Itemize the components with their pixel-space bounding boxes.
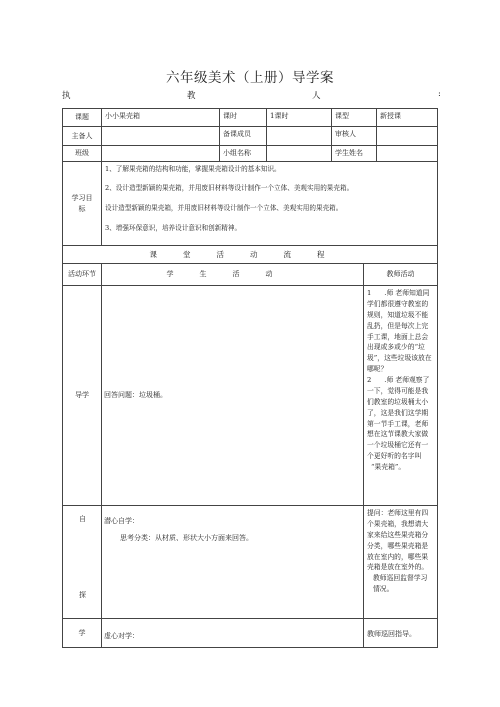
executor-row: [62, 89, 442, 103]
executor-char-1: 执: [62, 91, 71, 101]
lesson-value: 小小果壳箱: [101, 108, 220, 127]
hours-label: 课时: [219, 108, 267, 127]
student-activity-self: [101, 505, 364, 619]
student-value[interactable]: [376, 145, 438, 162]
teacher-point-3: “果壳箱”。: [371, 463, 406, 471]
goal-item-1: 1、了解果壳箱的结构和功能，掌握果壳箱设计的基本知识。: [105, 165, 281, 173]
teacher-point-1: 1 .师 老师知道同学们都很遵守教室的规则，知道垃圾不能乱扔，但是每次上完手工课，地面上总会出现或多或少的“垃圾”，这些垃圾该放在哪呢？: [367, 289, 432, 374]
teacher-activity-pair: 教师巡回指导。: [363, 618, 438, 648]
reviewer-value[interactable]: [376, 126, 438, 146]
student-answer: 回答问题：垃圾桶。: [104, 391, 167, 399]
preparer-label: 主备人: [62, 126, 102, 146]
group-label: 小组名称: [219, 145, 267, 162]
preparer-value[interactable]: [101, 126, 220, 146]
stage-guide: 导学: [62, 285, 102, 506]
type-value: 新授课: [376, 108, 438, 127]
teacher-self-question: 提问：老师这里有四个果壳箱，我想请大家来给这些果壳箱分分类，哪些果壳箱是放在室内的，哪些果壳箱是放在室外的。: [367, 509, 429, 572]
col-stage: 活动环节: [62, 263, 102, 286]
stage-self-study: [62, 505, 102, 619]
type-label: 课型: [331, 108, 377, 127]
reviewer-label: 审核人: [331, 126, 377, 146]
student-pair-title: 虚心对学：: [104, 632, 139, 640]
col-student: 学生活动: [101, 263, 364, 286]
student-label: 学生姓名: [331, 145, 377, 162]
document-title: 六年级美术（上册）导学案: [166, 70, 334, 86]
group-value[interactable]: [266, 145, 332, 162]
goals-label: 学习目标: [62, 161, 102, 246]
goal-item-2: 2、设计造型新颖的果壳箱，并用废旧材料等设计制作一个立体、美观实用的果壳箱。: [105, 184, 354, 192]
teacher-activity-guide: [363, 285, 438, 506]
stage-char-tan: 探: [79, 591, 86, 599]
teacher-self-supervise: 教师巡回监督学习情况。: [373, 574, 428, 594]
hours-value: 1课时: [266, 108, 332, 127]
executor-colon: :: [438, 89, 441, 99]
executor-char-3: 人: [312, 91, 321, 101]
flow-header: 课堂活动流程: [62, 245, 438, 264]
teacher-point-2: 2 .师 老师观察了一下，觉得可能是我们教室的垃圾桶太小了，这是我们这学期第一节手工课，老师想在这节课教大家做一个垃圾桶它还有一个更好听的名字叫: [367, 376, 430, 461]
goal-item-2b: 设计造型新颖的果壳箱，并用废旧材料等设计制作一个立体、美观实用的果壳箱。: [105, 204, 343, 212]
executor-char-2: 教: [187, 91, 196, 101]
class-label: 班级: [62, 145, 102, 162]
student-activity-pair: [101, 618, 364, 648]
student-self-text: 思考分类：从材质、形状大小方面来回答。: [120, 534, 253, 542]
student-self-title: 潜心自学：: [104, 517, 139, 525]
members-label: 备课成员: [219, 126, 267, 146]
goal-item-3: 3、增强环保意识，培养设计意识和创新精神。: [105, 224, 242, 232]
teacher-activity-self: [363, 505, 438, 619]
student-activity-guide: [101, 285, 364, 506]
goals-content: [101, 161, 438, 246]
members-value[interactable]: [266, 126, 332, 146]
class-value[interactable]: [101, 145, 220, 162]
col-teacher: 教师活动: [363, 263, 438, 286]
lesson-label: 课题: [62, 108, 102, 127]
stage-xue: 学: [62, 618, 102, 648]
stage-char-zi: 自: [79, 515, 86, 523]
